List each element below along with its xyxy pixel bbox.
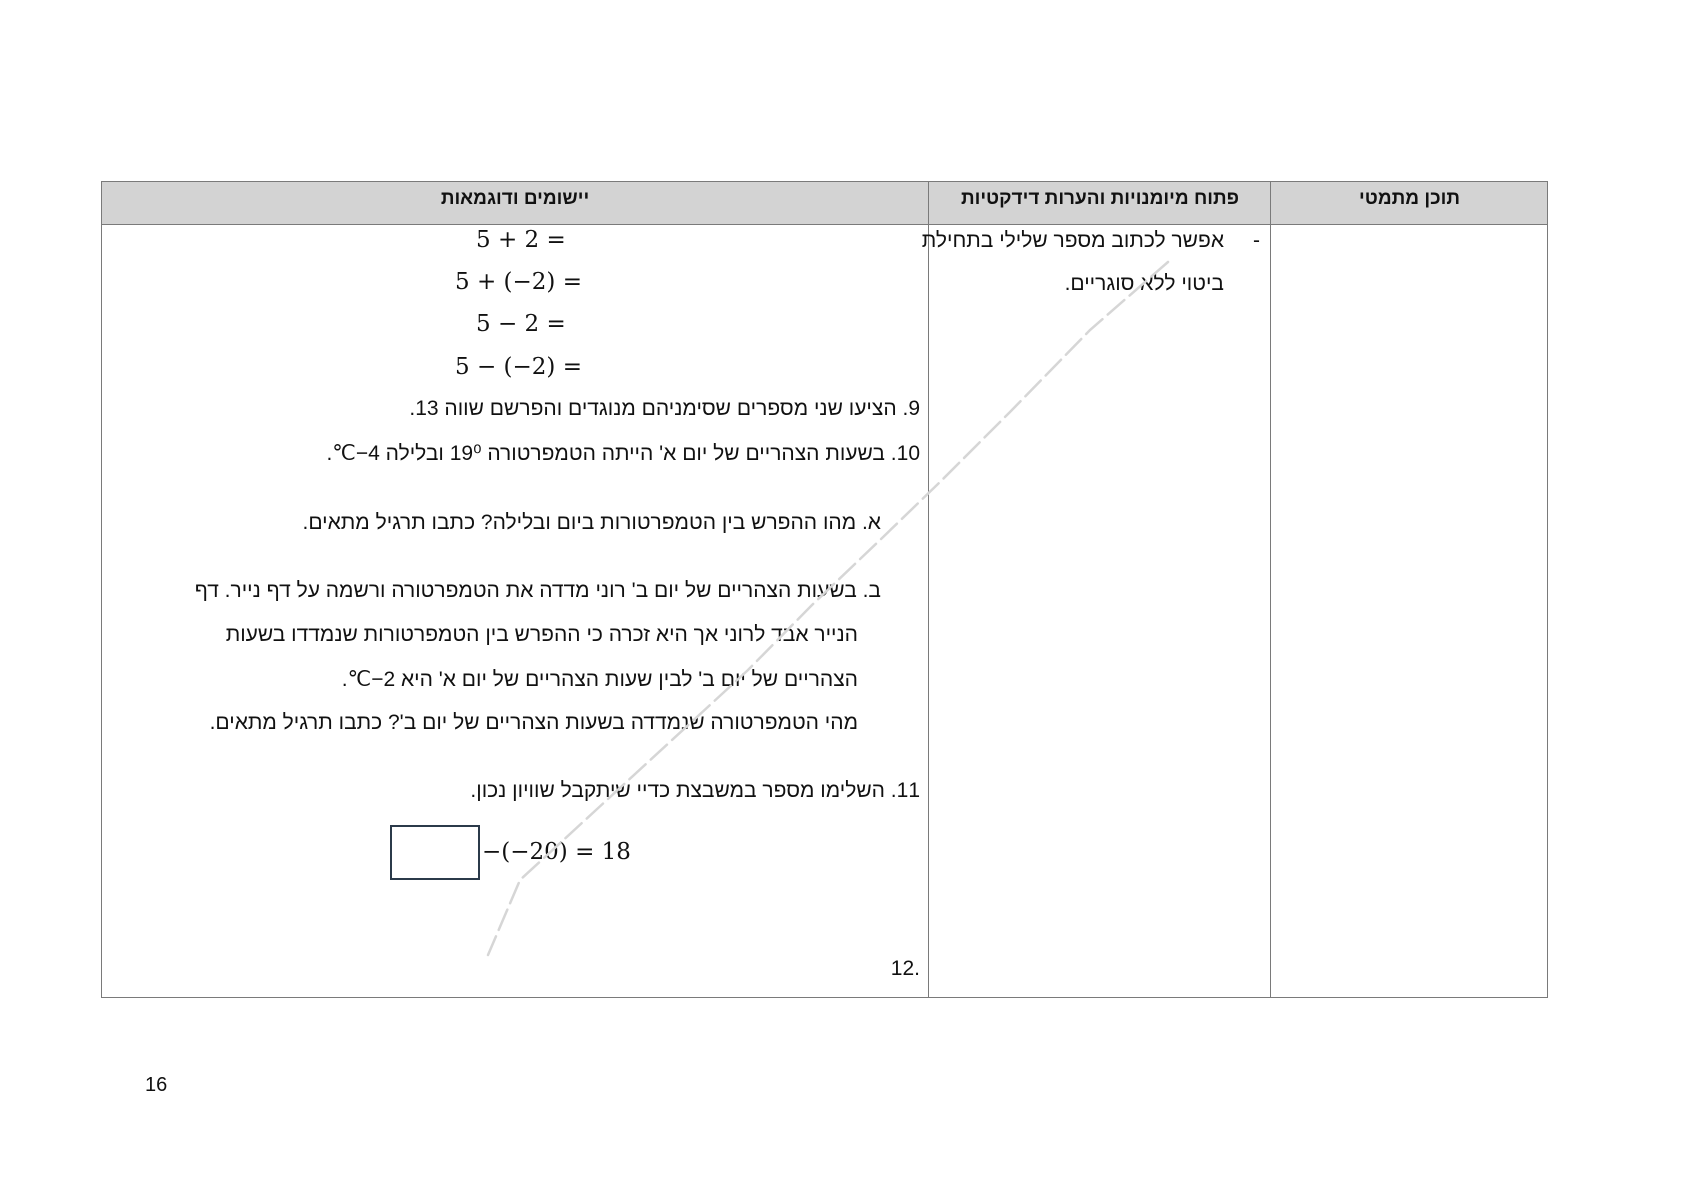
- curriculum-table: [101, 181, 1548, 998]
- exercise-4: 5 − (−2) =: [455, 354, 582, 380]
- exercise-1: 5 + 2 =: [476, 227, 566, 253]
- page-number: 16: [145, 1074, 168, 1096]
- column-divider: [928, 182, 929, 997]
- exercise-3: 5 − 2 =: [476, 311, 566, 337]
- question-10a: א. מהו ההפרש בין הטמפרטורות ביום ובלילה? כתבו תרגיל מתאים.: [302, 511, 881, 534]
- header-applications: יישומים ודוגמאות: [440, 188, 590, 209]
- question-10b-line-4: מהי הטמפרטורה שנמדדה בשעות הצהריים של יום ב'? כתבו תרגיל מתאים.: [209, 711, 858, 734]
- applications-cell: [102, 225, 928, 997]
- question-11: 11. השלימו מספר במשבצת כדיי שיתקבל שוויון נכון.: [470, 779, 920, 802]
- question-10b-line-3: הצהריים של יום ב' לבין שעות הצהריים של יום א' היא ‎−2℃.: [341, 668, 858, 691]
- header-math-content: תוכן מתמטי: [1359, 188, 1460, 209]
- question-11-equation: −(−20) = 18: [482, 839, 631, 865]
- question-9: 9. הציעו שני מספרים שסימניהם מנוגדים והפרשם שווה 13.: [409, 397, 920, 420]
- question-12: .12: [890, 957, 920, 980]
- question-10: 10. בשעות הצהריים של יום א' הייתה הטמפרטורה 19⁰ ובלילה ‎−4℃.: [326, 442, 920, 465]
- bullet-dash: -: [1253, 229, 1260, 252]
- answer-box[interactable]: [390, 825, 480, 880]
- skills-notes-cell: [921, 225, 1270, 997]
- column-divider: [1270, 182, 1271, 997]
- question-10b-line-1: ב. בשעות הצהריים של יום ב' רוני מדדה את הטמפרטורה ורשמה על דף נייר. דף: [194, 579, 881, 602]
- skills-note-line-1: אפשר לכתוב מספר שלילי בתחילת: [921, 229, 1224, 252]
- header-skills-notes: פתוח מיומנויות והערות דידקטיות: [960, 188, 1240, 209]
- skills-note-line-2: ביטוי ללא סוגריים.: [1064, 272, 1224, 295]
- question-10b-line-2: הנייר אבד לרוני אך היא זכרה כי ההפרש בין הטמפרטורות שנמדדו בשעות: [225, 623, 858, 646]
- math-content-cell: [1272, 225, 1547, 997]
- exercise-2: 5 + (−2) =: [455, 269, 582, 295]
